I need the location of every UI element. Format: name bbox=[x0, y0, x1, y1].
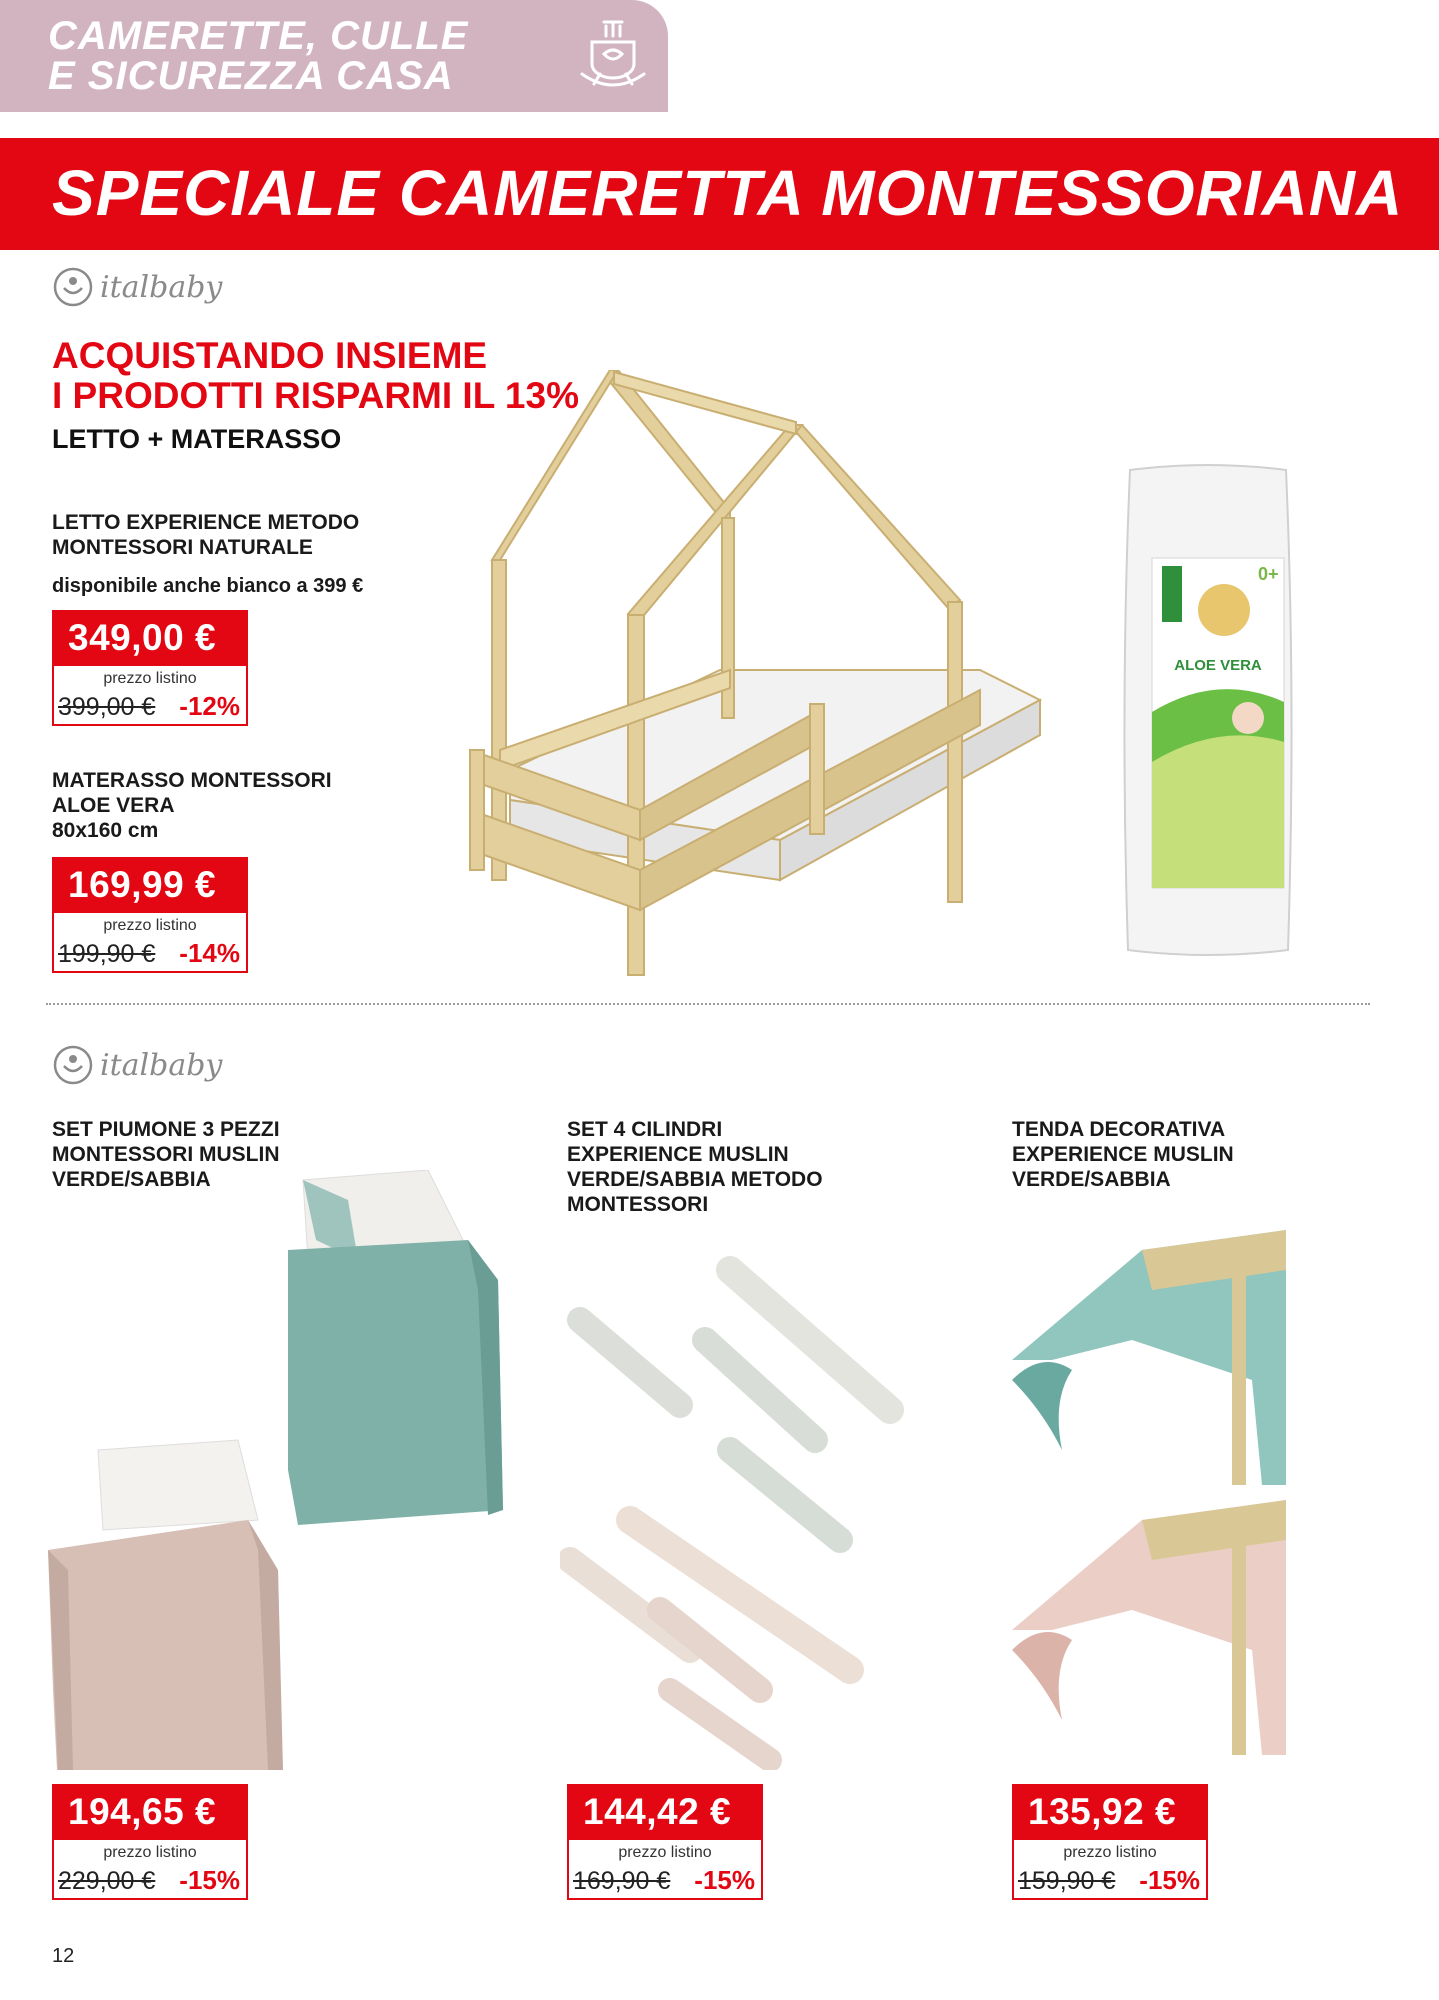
duvet-price-box bbox=[52, 1784, 248, 1900]
cylinders-list-price: 169,90 € bbox=[573, 1867, 671, 1895]
cradle-icon bbox=[570, 12, 656, 98]
cylinders-price-footer bbox=[567, 1840, 763, 1900]
mattress-name-line2: ALOE VERA bbox=[52, 794, 175, 817]
cylinders-name-line1: SET 4 CILINDRI bbox=[567, 1118, 723, 1141]
brand-logo-top bbox=[52, 266, 222, 308]
bed-discount: -12% bbox=[179, 691, 240, 721]
mattress-list-price: 199,90 € bbox=[58, 940, 156, 968]
italbaby-logo-icon bbox=[52, 1044, 94, 1086]
curtain-product-name bbox=[1012, 1117, 1234, 1192]
brand-name: italbaby bbox=[100, 269, 223, 305]
duvet-name-line1: SET PIUMONE 3 PEZZI bbox=[52, 1118, 280, 1141]
curtain-sand-image bbox=[1012, 1500, 1286, 1755]
curtain-price-box bbox=[1012, 1784, 1208, 1900]
mattress-price-footer bbox=[52, 913, 248, 973]
promo-headline-line1: ACQUISTANDO INSIEME bbox=[52, 335, 488, 376]
cylinders-price-box bbox=[567, 1784, 763, 1900]
cylinders-list-label: prezzo listino bbox=[618, 1844, 712, 1861]
promo-headline-line2: I PRODOTTI RISPARMI IL 13% bbox=[52, 375, 579, 416]
bed-price-box bbox=[52, 610, 248, 726]
bed-availability-note: disponibile anche bianco a 399 € bbox=[52, 575, 364, 597]
duvet-price-footer bbox=[52, 1840, 248, 1900]
curtain-price-footer bbox=[1012, 1840, 1208, 1900]
duvet-discount: -15% bbox=[179, 1865, 240, 1895]
banner-title: SPECIALE CAMERETTA MONTESSORIANA bbox=[52, 157, 1404, 229]
italbaby-logo-icon bbox=[52, 266, 94, 308]
cylinders-name-line4: MONTESSORI bbox=[567, 1193, 709, 1216]
cylinders-name-line3: VERDE/SABBIA METODO bbox=[567, 1168, 823, 1191]
curtain-name-line1: TENDA DECORATIVA bbox=[1012, 1118, 1226, 1141]
mattress-discount: -14% bbox=[179, 938, 240, 968]
mattress-price: 169,99 € bbox=[52, 857, 248, 913]
category-title-line1: CAMERETTE, CULLE bbox=[48, 14, 469, 58]
mattress-package-label: ALOE VERA bbox=[1174, 657, 1262, 674]
curtain-sage-image bbox=[1012, 1230, 1286, 1485]
bed-list-label: prezzo listino bbox=[103, 670, 197, 687]
brand-logo-bottom bbox=[52, 1044, 222, 1086]
bed-price-footer bbox=[52, 666, 248, 726]
duvet-name-line2: MONTESSORI MUSLIN bbox=[52, 1143, 280, 1166]
cylinders-set-image bbox=[560, 1250, 980, 1770]
curtain-name-line3: VERDE/SABBIA bbox=[1012, 1168, 1171, 1191]
bed-price: 349,00 € bbox=[52, 610, 248, 666]
bed-name-line1: LETTO EXPERIENCE METODO bbox=[52, 511, 360, 534]
brand-name: italbaby bbox=[100, 1047, 223, 1083]
cylinders-name-line2: EXPERIENCE MUSLIN bbox=[567, 1143, 789, 1166]
category-title bbox=[48, 16, 468, 96]
cylinders-discount: -15% bbox=[694, 1865, 755, 1895]
curtain-list-price: 159,90 € bbox=[1018, 1867, 1116, 1895]
mattress-package-age: 0+ bbox=[1258, 564, 1279, 584]
mattress-list-label: prezzo listino bbox=[103, 917, 197, 934]
promo-subtitle: LETTO + MATERASSO bbox=[52, 424, 342, 454]
duvet-set-image bbox=[48, 1170, 528, 1770]
curtain-discount: -15% bbox=[1139, 1865, 1200, 1895]
section-divider bbox=[46, 1003, 1370, 1005]
bed-product-name bbox=[52, 510, 359, 560]
mattress-name-line1: MATERASSO MONTESSORI bbox=[52, 769, 332, 792]
cylinders-product-name bbox=[567, 1117, 823, 1217]
mattress-product-name bbox=[52, 768, 332, 843]
page-number: 12 bbox=[52, 1945, 75, 1967]
bed-list-price: 399,00 € bbox=[58, 693, 156, 721]
curtain-price: 135,92 € bbox=[1012, 1784, 1208, 1840]
bed-name-line2: MONTESSORI NATURALE bbox=[52, 536, 313, 559]
duvet-list-price: 229,00 € bbox=[58, 1867, 156, 1895]
curtain-name-line2: EXPERIENCE MUSLIN bbox=[1012, 1143, 1234, 1166]
duvet-price: 194,65 € bbox=[52, 1784, 248, 1840]
cylinders-price: 144,42 € bbox=[567, 1784, 763, 1840]
mattress-package-image bbox=[1118, 462, 1298, 958]
duvet-name-line3: VERDE/SABBIA bbox=[52, 1168, 211, 1191]
curtain-list-label: prezzo listino bbox=[1063, 1844, 1157, 1861]
house-bed-image bbox=[440, 370, 1100, 980]
mattress-name-line3: 80x160 cm bbox=[52, 819, 159, 842]
mattress-price-box bbox=[52, 857, 248, 973]
category-title-line2: E SICUREZZA CASA bbox=[48, 54, 454, 98]
duvet-list-label: prezzo listino bbox=[103, 1844, 197, 1861]
